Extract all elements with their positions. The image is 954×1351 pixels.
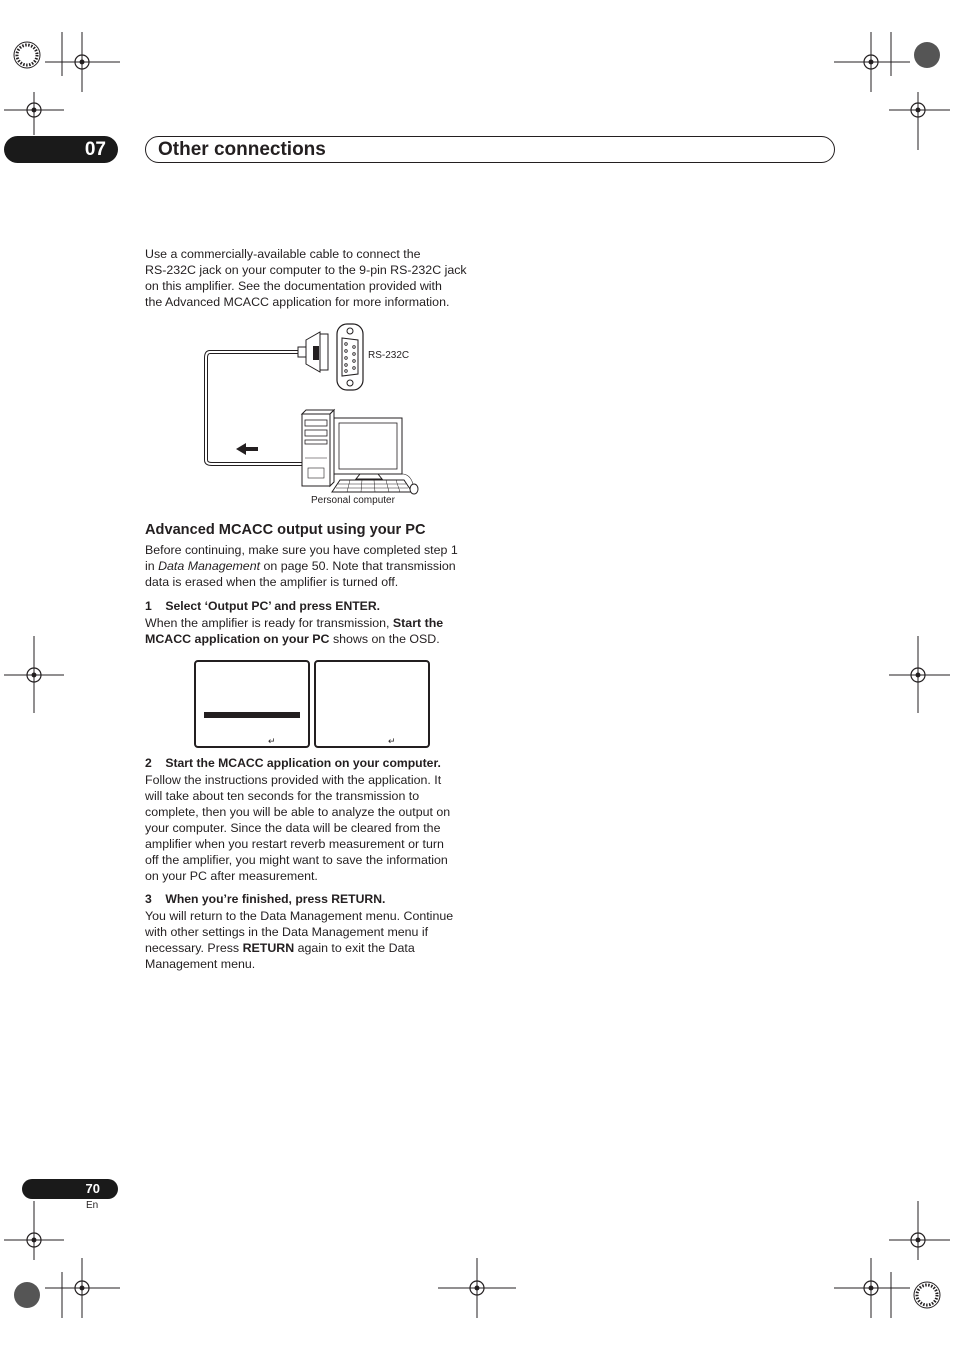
step-2-line: Follow the instructions provided with the application. It <box>145 773 442 787</box>
osd-screen-right <box>314 660 430 748</box>
section-intro <box>145 542 485 590</box>
language-code: En <box>86 1200 99 1211</box>
osd-screen-left <box>194 660 310 748</box>
section-intro-line: data is erased when the amplifier is turned off. <box>145 575 399 589</box>
section-intro-line: Before continuing, make sure you have completed step 1 <box>145 543 458 557</box>
step-2-line: on your PC after measurement. <box>145 869 318 883</box>
step-1-heading: 1 Select ‘Output PC’ and press ENTER. <box>145 599 381 613</box>
chapter-number-badge: 07 <box>4 136 118 163</box>
step-1-line: When the amplifier is ready for transmission, Start the <box>145 616 444 630</box>
section-heading: Advanced MCACC output using your PC <box>145 522 426 538</box>
page-number: 70 <box>22 1179 118 1199</box>
step-1-body <box>145 615 485 647</box>
data-management-ref: Data Management <box>158 559 261 573</box>
step-3-line: necessary. Press RETURN again to exit the Data <box>145 941 415 955</box>
step-2-body <box>145 772 485 884</box>
step-3-body <box>145 908 485 972</box>
pc-label: Personal computer <box>311 495 395 506</box>
step-2-line: complete, then you will be able to analyze the output on <box>145 805 451 819</box>
return-icon: ↵ <box>268 736 276 746</box>
step-1-line: MCACC application on your PC shows on the OSD. <box>145 632 440 646</box>
section-intro-line: in Data Management on page 50. Note that transmission <box>145 559 456 573</box>
intro-line: the Advanced MCACC application for more information. <box>145 295 450 309</box>
step-2-line: your computer. Since the data will be cleared from the <box>145 821 441 835</box>
intro-line: on this amplifier. See the documentation provided with <box>145 279 442 293</box>
step-3-line: You will return to the Data Management menu. Continue <box>145 909 454 923</box>
osd-highlight-bar <box>204 712 300 718</box>
step-2-line: amplifier when you restart reverb measurement or turn <box>145 837 444 851</box>
chapter-title: Other connections <box>158 139 326 160</box>
rs232-label: RS-232C <box>368 350 410 361</box>
step-3-heading: 3 When you’re finished, press RETURN. <box>145 892 386 906</box>
step-2-line: off the amplifier, you might want to save the information <box>145 853 448 867</box>
intro-line: RS-232C jack on your computer to the 9-pin RS-232C jack <box>145 263 467 277</box>
intro-line: Use a commercially-available cable to connect the <box>145 247 421 261</box>
return-icon: ↵ <box>388 736 396 746</box>
step-2-line: will take about ten seconds for the transmission to <box>145 789 420 803</box>
step-3-line: Management menu. <box>145 957 256 971</box>
step-3-line: with other settings in the Data Management menu if <box>145 925 429 939</box>
step-2-heading: 2 Start the MCACC application on your computer. <box>145 756 441 770</box>
